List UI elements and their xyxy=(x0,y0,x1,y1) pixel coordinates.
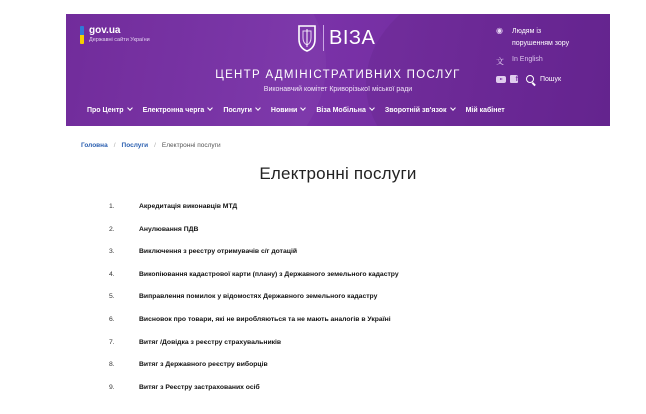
search-label: Пошук xyxy=(540,75,562,83)
youtube-icon[interactable] xyxy=(496,76,506,83)
chevron-down-icon xyxy=(127,105,133,111)
nav-item-feedback[interactable]: Зворотній зв'язок xyxy=(385,107,455,114)
service-link[interactable]: Анулювання ПДВ xyxy=(139,225,199,233)
logo-text: ВІЗА xyxy=(329,27,376,49)
chevron-down-icon xyxy=(255,105,261,111)
english-label: In English xyxy=(512,56,543,63)
search-button[interactable] xyxy=(526,75,561,83)
logo-divider xyxy=(323,25,324,51)
gov-ua-name: gov.ua xyxy=(89,25,121,36)
chevron-down-icon xyxy=(301,105,307,111)
gov-ua-link[interactable] xyxy=(80,25,150,44)
nav-item-news[interactable]: Новини xyxy=(271,107,305,114)
nav-item-about[interactable]: Про Центр xyxy=(87,107,132,114)
breadcrumb-services[interactable]: Послуги xyxy=(121,142,149,149)
service-link[interactable]: Виключення з реєстру отримувачів с/г дотацій xyxy=(139,248,298,256)
translate-icon: 文 xyxy=(496,57,504,66)
list-item[interactable]: 4. Викопіювання кадастрової карти (плану) з Державного земельного кадастру xyxy=(109,270,399,278)
services-list xyxy=(109,203,399,406)
ukraine-flag-icon xyxy=(80,26,84,44)
eye-icon: ◉ xyxy=(496,26,503,35)
site-subtitle: Виконавчий комітет Криворізької міської ради xyxy=(263,86,413,93)
list-item[interactable]: 5. Виправлення помилок у відомостях Державного земельного кадастру xyxy=(109,293,378,301)
header-banner xyxy=(66,14,610,126)
nav-item-services[interactable]: Послуги xyxy=(223,107,260,114)
list-item[interactable]: 1. Акредитація виконавців МТД xyxy=(109,203,238,210)
facebook-icon[interactable]: f xyxy=(510,75,518,83)
breadcrumb-current: Електронні послуги xyxy=(161,142,221,149)
list-item[interactable]: 3. Виключення з реєстру отримувачів с/г дотацій xyxy=(109,248,298,256)
header-tools xyxy=(496,26,569,83)
main-nav xyxy=(87,107,516,114)
list-item[interactable]: 6. Висновок про товари, які не виробляються та не мають аналогів в Україні xyxy=(109,315,391,323)
search-icon xyxy=(526,75,534,83)
breadcrumb-home[interactable]: Головна xyxy=(81,142,108,149)
service-link[interactable]: Викопіювання кадастрової карти (плану) з Державного земельного кадастру xyxy=(139,270,399,278)
list-item[interactable]: 8. Витяг з Державного реєстру виборців xyxy=(109,361,268,369)
accessibility-label-2: порушенням зору xyxy=(512,40,570,47)
accessibility-label-1: Людям із xyxy=(512,28,542,35)
site-title: ЦЕНТР АДМІНІСТРАТИВНИХ ПОСЛУГ xyxy=(215,69,461,81)
service-link[interactable]: Витяг з Державного реєстру виборців xyxy=(139,361,268,369)
list-item[interactable]: 9. Витяг з Реєстру застрахованих осіб xyxy=(109,383,260,391)
gov-ua-subtitle: Державні сайти України xyxy=(89,37,150,43)
service-link[interactable]: Виправлення помилок у відомостях Державного земельного кадастру xyxy=(139,293,378,301)
service-link[interactable]: Витяг /Довідка з реєстру страхувальників xyxy=(139,338,282,346)
chevron-down-icon xyxy=(369,105,375,111)
page-title: Електронні послуги xyxy=(259,164,417,183)
nav-item-queue[interactable]: Електронна черга xyxy=(143,107,213,114)
site-logo[interactable] xyxy=(296,23,375,53)
accessibility-link[interactable] xyxy=(496,26,569,50)
breadcrumb xyxy=(81,142,221,149)
nav-item-cabinet[interactable]: Мій кабінет xyxy=(465,107,505,114)
chevron-down-icon xyxy=(450,105,456,111)
service-link[interactable]: Витяг з Реєстру застрахованих осіб xyxy=(139,383,260,391)
chevron-down-icon xyxy=(207,105,213,111)
coat-of-arms-icon xyxy=(296,23,318,53)
list-item[interactable]: 2. Анулювання ПДВ xyxy=(109,225,199,233)
page xyxy=(66,14,610,414)
english-link[interactable] xyxy=(496,56,569,67)
service-link[interactable]: Висновок про товари, які не виробляються та не мають аналогів в Україні xyxy=(139,315,391,323)
list-item[interactable]: 7. Витяг /Довідка з реєстру страхувальників xyxy=(109,338,282,346)
service-link[interactable]: Акредитація виконавців МТД xyxy=(139,203,238,210)
breadcrumb-separator: / xyxy=(113,142,116,149)
nav-item-mobile[interactable]: Віза Мобільна xyxy=(316,107,373,114)
breadcrumb-separator: / xyxy=(154,142,156,149)
